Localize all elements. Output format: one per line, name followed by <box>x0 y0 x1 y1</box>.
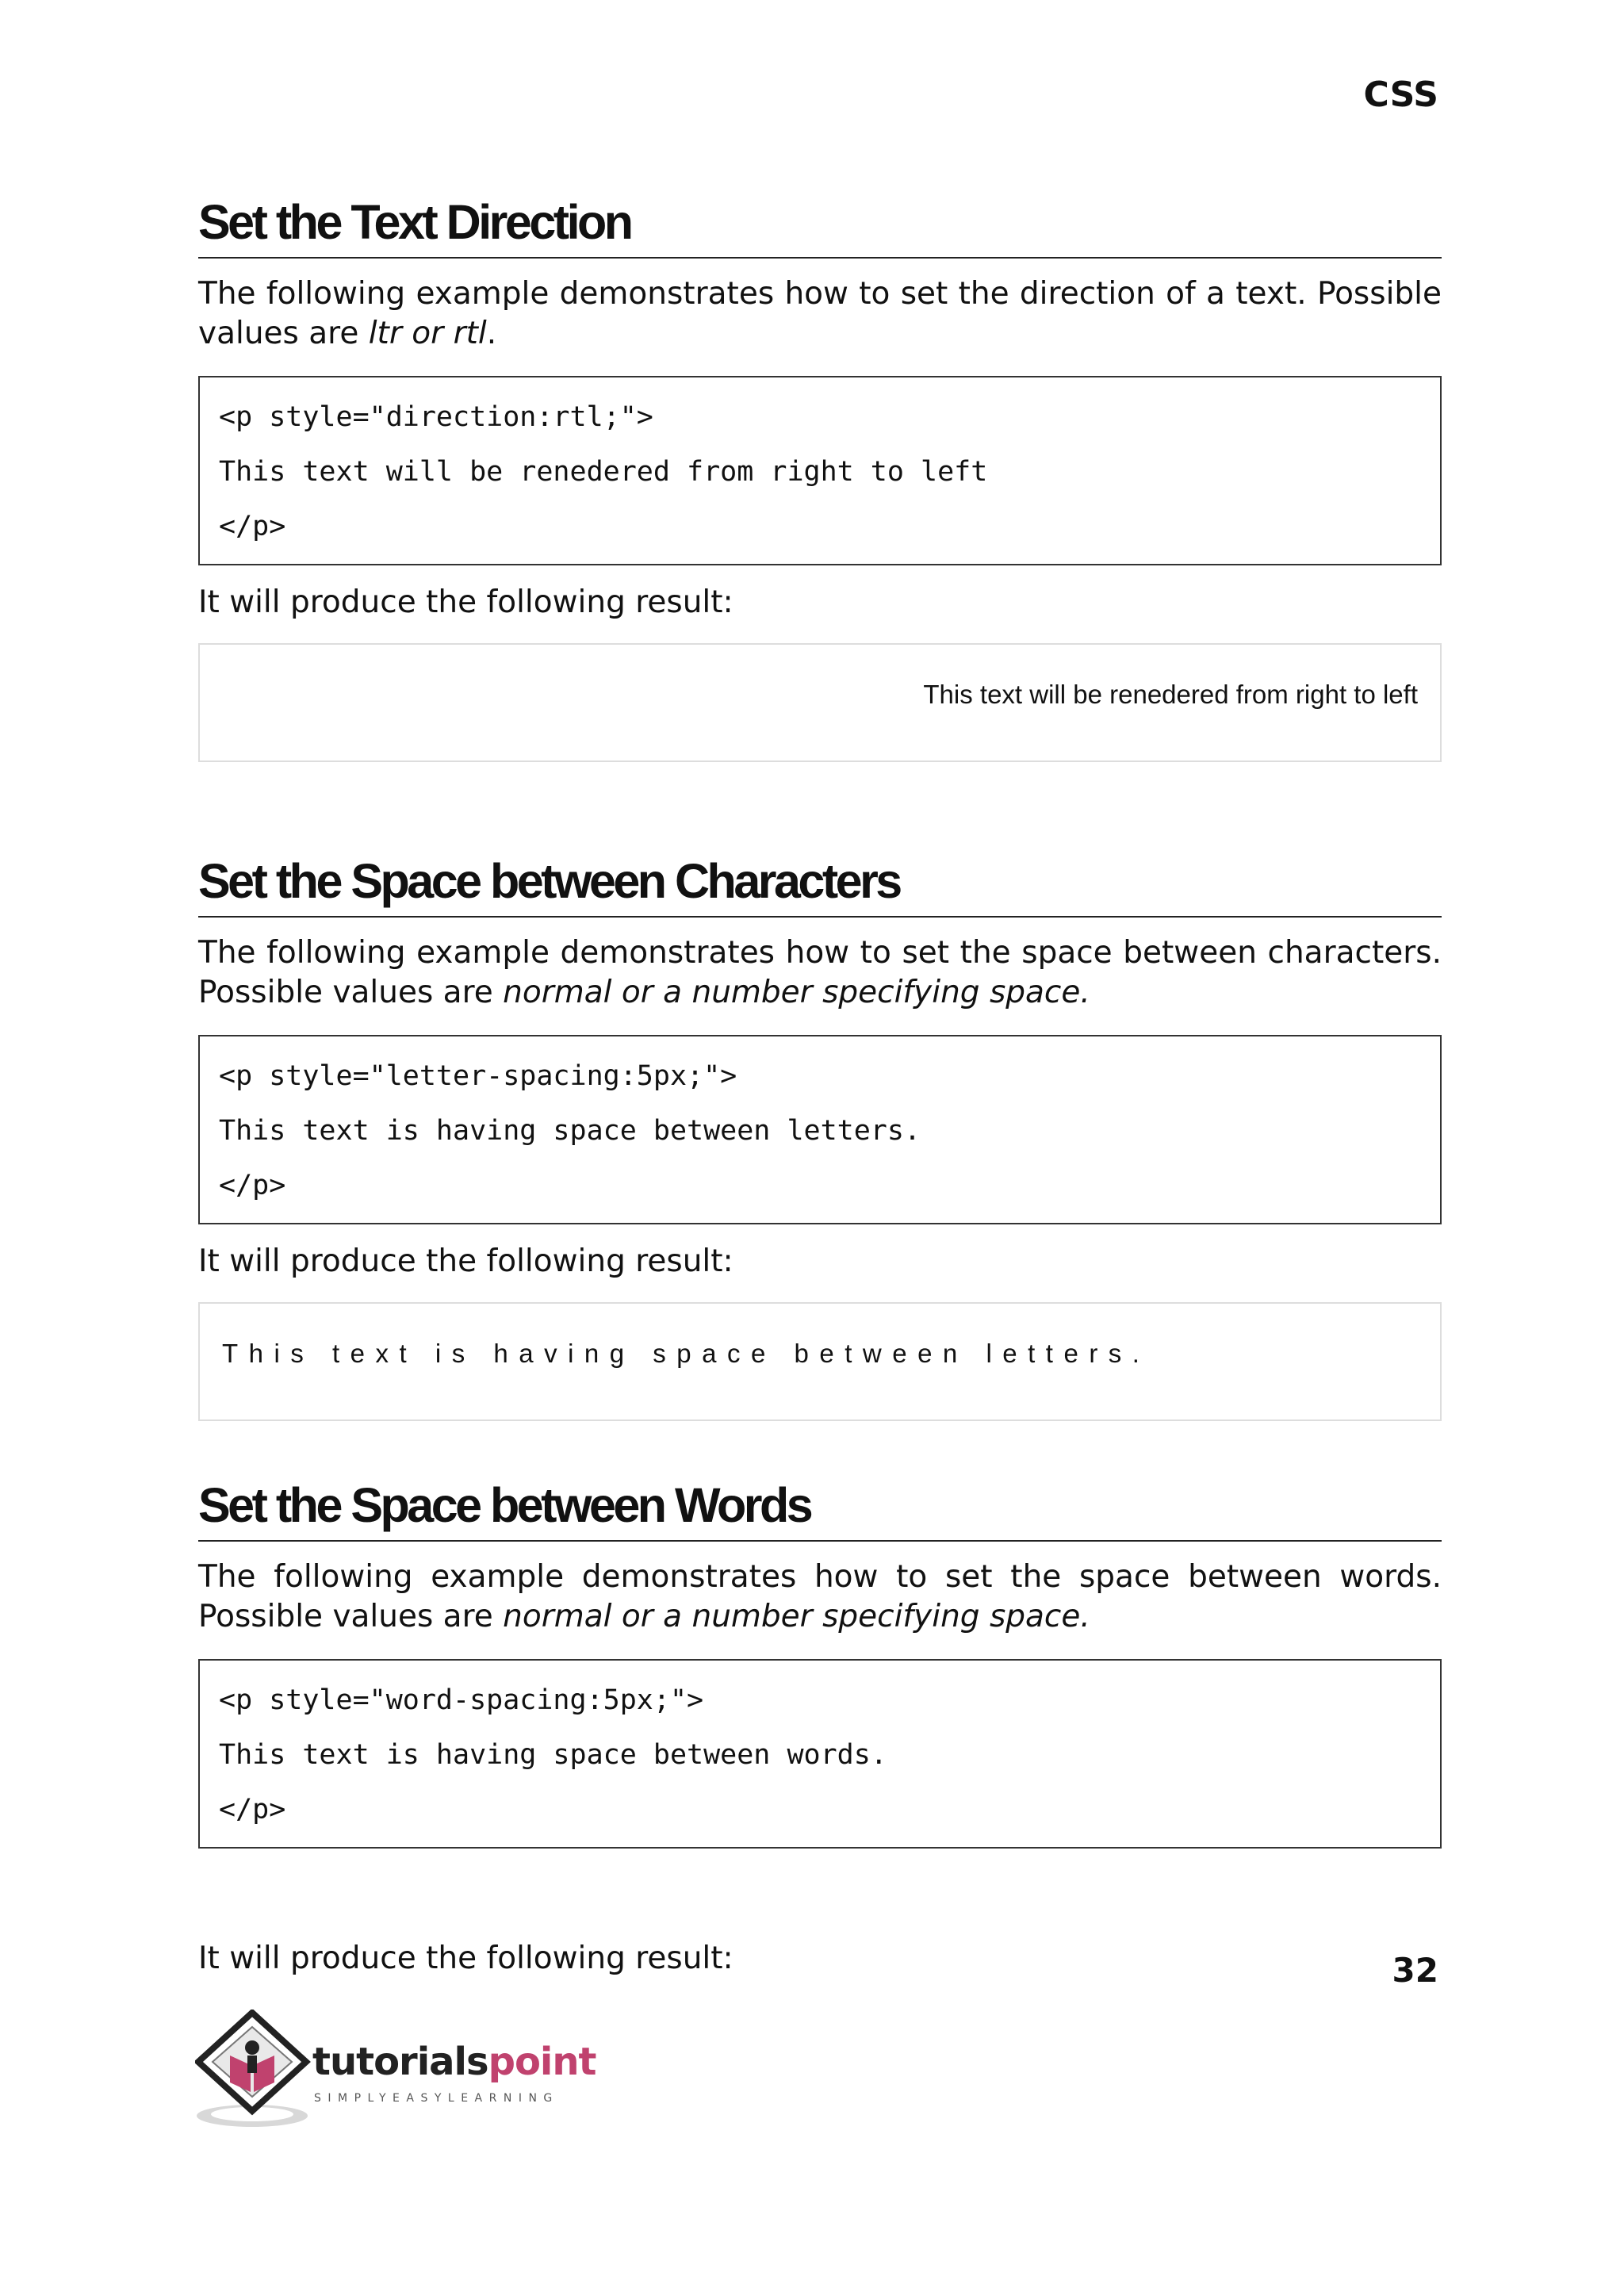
result-box <box>198 643 1442 762</box>
page-number: 32 <box>1392 1951 1438 1990</box>
section-word-spacing <box>198 1473 1442 1979</box>
section-heading: Set the Space between Words <box>198 1473 1442 1542</box>
description-values: normal or a number specifying space. <box>503 1599 1090 1634</box>
code-line: This text will be renedered from right to left <box>219 456 988 488</box>
code-example <box>198 1659 1442 1849</box>
section-letter-spacing <box>198 849 1442 1421</box>
code-line: <p style="direction:rtl;"> <box>219 401 653 433</box>
description-text: The following example demonstrates how to set the space between characters. Possible values are <box>198 935 1442 1010</box>
code-line: <p style="letter-spacing:5px;"> <box>219 1060 737 1092</box>
section-description <box>198 933 1442 1013</box>
description-text: The following example demonstrates how to set the space between words. Possible values are <box>198 1559 1442 1634</box>
result-output: This text will be renedered from right to left <box>923 680 1418 709</box>
logo-word-point: point <box>488 2040 596 2084</box>
result-label: It will produce the following result: <box>198 1243 733 1279</box>
section-text-direction <box>198 190 1442 762</box>
code-example <box>198 376 1442 565</box>
tutorialspoint-logo <box>195 2010 607 2136</box>
section-heading: Set the Text Direction <box>198 190 1442 259</box>
logo-tagline: SIMPLYEASYLEARNING <box>314 2092 559 2105</box>
description-tail: . <box>486 316 497 351</box>
result-label: It will produce the following result: <box>198 1941 733 1976</box>
code-line: <p style="word-spacing:5px;"> <box>219 1684 704 1716</box>
section-description <box>198 1557 1442 1637</box>
page-content <box>198 190 1442 1979</box>
description-values: normal or a number specifying space. <box>503 975 1090 1010</box>
result-output: This text is having space between letters. <box>222 1339 1151 1368</box>
description-values: ltr or rtl <box>368 316 487 351</box>
code-example <box>198 1035 1442 1224</box>
code-line: </p> <box>219 511 286 542</box>
code-line: </p> <box>219 1794 286 1826</box>
logo-wordmark <box>312 2040 596 2084</box>
code-line: This text is having space between letters. <box>219 1115 921 1147</box>
logo-word-tutorials: tutorials <box>312 2040 488 2084</box>
section-heading: Set the Space between Characters <box>198 849 1442 918</box>
code-line: This text is having space between words. <box>219 1739 887 1771</box>
code-line: </p> <box>219 1170 286 1201</box>
section-description <box>198 274 1442 354</box>
result-box <box>198 1302 1442 1421</box>
logo-emblem-icon <box>195 2010 322 2136</box>
result-label: It will produce the following result: <box>198 584 733 620</box>
header-title: CSS <box>1363 75 1438 115</box>
description-text: The following example demonstrates how to set the direction of a text. Possible values are <box>198 276 1442 351</box>
